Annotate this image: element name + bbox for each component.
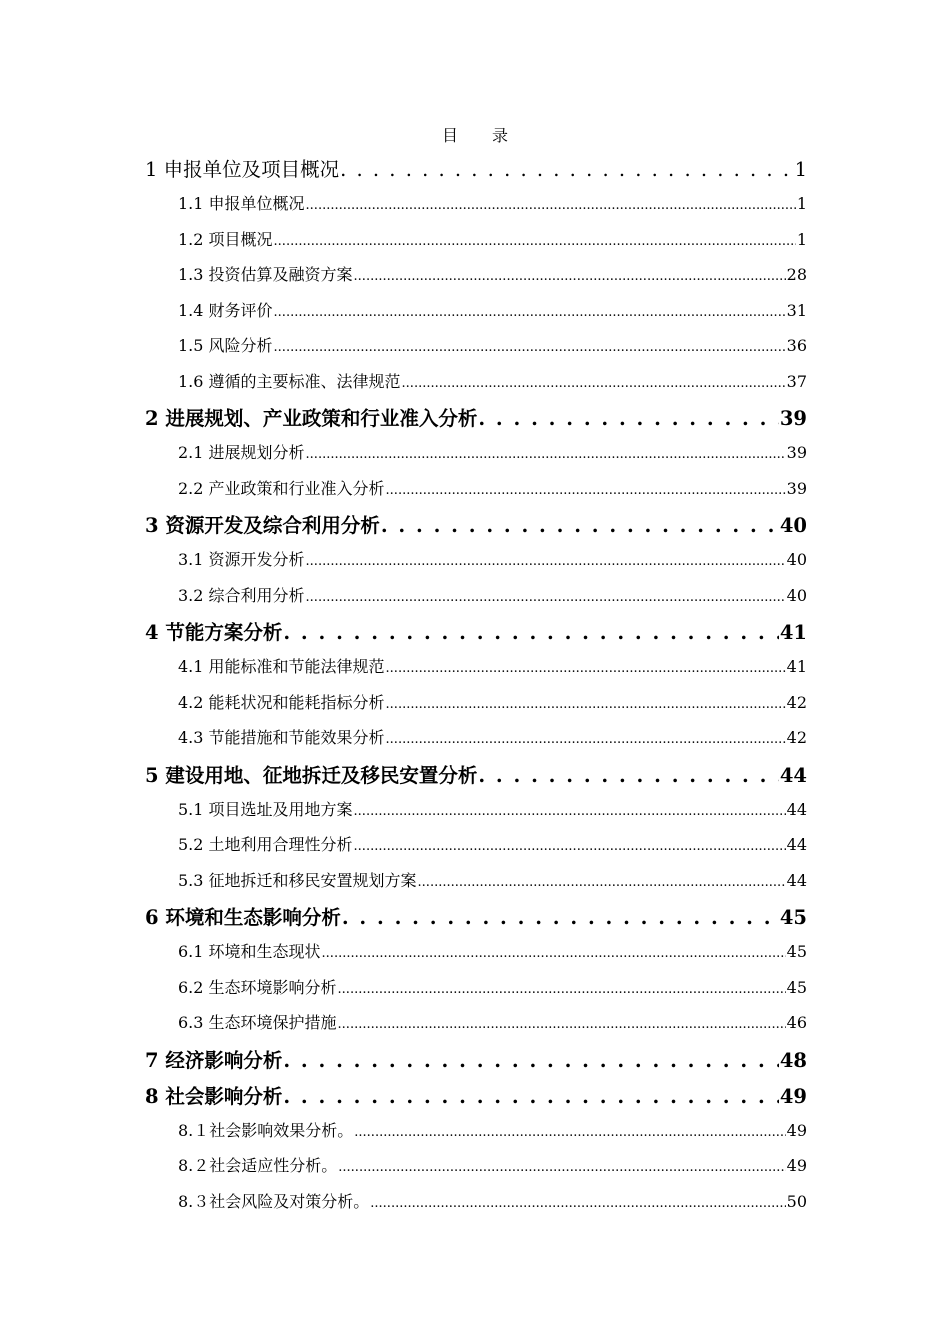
toc-page-number: 1 [796, 194, 807, 213]
toc-section-entry[interactable] [178, 831, 807, 859]
toc-dot-leader [402, 368, 786, 396]
toc-section-entry[interactable] [178, 796, 807, 824]
toc-entry-label: 8.３社会风险及对策分析。 [178, 1191, 370, 1211]
toc-dot-leader [386, 653, 786, 681]
toc-dot-leader [306, 546, 786, 574]
toc-dot-leader [386, 475, 786, 503]
toc-page-number: 1 [794, 158, 807, 181]
toc-entry-label: 1 申报单位及项目概况 [145, 158, 340, 181]
toc-entry-label: 8.２社会适应性分析。 [178, 1156, 338, 1175]
toc-dot-leader [338, 1152, 785, 1180]
toc-dot-leader [381, 510, 779, 542]
toc-page-number: 31 [786, 300, 807, 320]
toc-dot-leader [274, 297, 786, 325]
toc-section-entry[interactable] [178, 368, 807, 396]
toc-page-number: 37 [786, 371, 807, 391]
toc-entry-label: 6.2 生态环境影响分析 [178, 977, 337, 997]
toc-section-entry[interactable] [178, 226, 807, 254]
toc-section-entry[interactable] [178, 1009, 807, 1037]
toc-section-entry[interactable] [178, 689, 807, 717]
toc-dot-leader [418, 867, 786, 895]
toc-entry-label: 4.2 能耗状况和能耗指标分析 [178, 692, 385, 712]
toc-entry-label: 6.1 环境和生态现状 [178, 942, 321, 961]
toc-chapter-entry[interactable] [145, 403, 807, 435]
toc-dot-leader [306, 439, 786, 467]
toc-entry-label: 6 环境和生态影响分析 [145, 906, 341, 929]
toc-entry-label: 1.3 投资估算及融资方案 [178, 265, 353, 284]
toc-page-number: 28 [786, 265, 807, 284]
toc-section-entry[interactable] [178, 938, 807, 966]
toc-page-number: 45 [786, 942, 807, 961]
toc-chapter-entry[interactable] [145, 510, 807, 542]
toc-dot-leader [306, 582, 786, 610]
toc-page-number: 42 [786, 692, 807, 712]
toc-dot-leader [478, 760, 779, 792]
toc-entry-label: 5.1 项目选址及用地方案 [178, 799, 353, 819]
toc-entry-label: 2 进展规划、产业政策和行业准入分析 [145, 407, 478, 430]
toc-entry-label: 1.1 申报单位概况 [178, 194, 305, 213]
toc-entry-label: 4.3 节能措施和节能效果分析 [178, 728, 385, 747]
toc-section-entry[interactable] [178, 546, 807, 574]
toc-entry-label: 4 节能方案分析 [145, 621, 283, 644]
toc-section-entry[interactable] [178, 1152, 807, 1180]
toc-entry-label: 3.2 综合利用分析 [178, 585, 305, 605]
toc-page-number: 49 [786, 1120, 807, 1140]
toc-dot-leader [370, 1188, 785, 1216]
toc-dot-leader [274, 226, 796, 254]
toc-dot-leader [386, 724, 786, 752]
toc-dot-leader [340, 154, 793, 186]
toc-section-entry[interactable] [178, 1117, 807, 1145]
toc-dot-leader [338, 1009, 786, 1037]
toc-page-number: 39 [779, 407, 807, 430]
toc-entry-label: 3.1 资源开发分析 [178, 550, 305, 569]
toc-entry-label: 3 资源开发及综合利用分析 [145, 514, 380, 537]
toc-page-number: 1 [796, 229, 807, 249]
toc-dot-leader [322, 938, 786, 966]
toc-entry-label: 2.2 产业政策和行业准入分析 [178, 478, 385, 498]
toc-page-number: 45 [779, 906, 807, 929]
toc-entry-label: 7 经济影响分析 [145, 1048, 283, 1072]
toc-chapter-entry[interactable] [145, 1045, 807, 1077]
toc-chapter-entry[interactable] [145, 154, 807, 186]
toc-page-number: 40 [786, 585, 807, 605]
toc-section-entry[interactable] [178, 867, 807, 895]
toc-page-number: 48 [779, 1048, 807, 1072]
toc-page-number: 49 [779, 1084, 807, 1108]
toc-dot-leader [306, 190, 796, 218]
toc-entry-label: 2.1 进展规划分析 [178, 443, 305, 462]
toc-page-number: 49 [786, 1156, 807, 1175]
toc-section-entry[interactable] [178, 1188, 807, 1216]
toc-entry-label: 1.2 项目概况 [178, 229, 273, 249]
toc-dot-leader [354, 831, 786, 859]
toc-dot-leader [338, 974, 786, 1002]
toc-chapter-entry[interactable] [145, 760, 807, 792]
toc-section-entry[interactable] [178, 582, 807, 610]
toc-page-number: 36 [786, 336, 807, 355]
toc-page-number: 44 [786, 870, 807, 890]
toc-page-number: 44 [786, 835, 807, 854]
toc-page-number: 50 [786, 1191, 807, 1211]
toc-page-number: 41 [779, 621, 807, 644]
toc-page-number: 46 [786, 1013, 807, 1032]
toc-chapter-entry[interactable] [145, 617, 807, 649]
toc-entry-label: 1.5 风险分析 [178, 336, 273, 355]
toc-page-number: 45 [786, 977, 807, 997]
toc-section-entry[interactable] [178, 261, 807, 289]
toc-entry-label: 6.3 生态环境保护措施 [178, 1013, 337, 1032]
toc-entry-label: 5.3 征地拆迁和移民安置规划方案 [178, 870, 417, 890]
toc-title: 目录 [441, 126, 542, 145]
toc-entry-label: 1.6 遵循的主要标准、法律规范 [178, 371, 401, 391]
toc-entry-label: 5 建设用地、征地拆迁及移民安置分析 [145, 763, 478, 787]
toc-page-number: 39 [786, 478, 807, 498]
toc-dot-leader [283, 617, 779, 649]
toc-chapter-entry[interactable] [145, 1081, 807, 1113]
toc-section-entry[interactable] [178, 190, 807, 218]
toc-entry-label: 8 社会影响分析 [145, 1084, 283, 1108]
toc-section-entry[interactable] [178, 439, 807, 467]
toc-section-entry[interactable] [178, 653, 807, 681]
toc-page-number: 40 [786, 550, 807, 569]
toc-dot-leader [274, 332, 786, 360]
toc-section-entry[interactable] [178, 724, 807, 752]
toc-page-number: 44 [779, 763, 807, 787]
toc-section-entry[interactable] [178, 475, 807, 503]
toc-dot-leader [478, 403, 779, 435]
toc-page-number: 41 [786, 657, 807, 676]
toc-entry-label: 1.4 财务评价 [178, 300, 273, 320]
toc-section-entry[interactable] [178, 332, 807, 360]
toc-dot-leader [283, 1081, 779, 1113]
toc-dot-leader [283, 1045, 779, 1077]
toc-page-number: 39 [786, 443, 807, 462]
toc-entry-label: 8.１社会影响效果分析。 [178, 1120, 354, 1140]
toc-dot-leader [354, 1117, 785, 1145]
toc-dot-leader [354, 261, 786, 289]
toc-dot-leader [386, 689, 786, 717]
toc-page-number: 40 [779, 514, 807, 537]
toc-page-number: 44 [786, 799, 807, 819]
toc-dot-leader [354, 796, 786, 824]
toc-dot-leader [342, 902, 779, 934]
toc-section-entry[interactable] [178, 297, 807, 325]
toc-entry-label: 5.2 土地利用合理性分析 [178, 835, 353, 854]
toc-entry-label: 4.1 用能标准和节能法律规范 [178, 657, 385, 676]
toc-chapter-entry[interactable] [145, 902, 807, 934]
toc-page-number: 42 [786, 728, 807, 747]
toc-section-entry[interactable] [178, 974, 807, 1002]
